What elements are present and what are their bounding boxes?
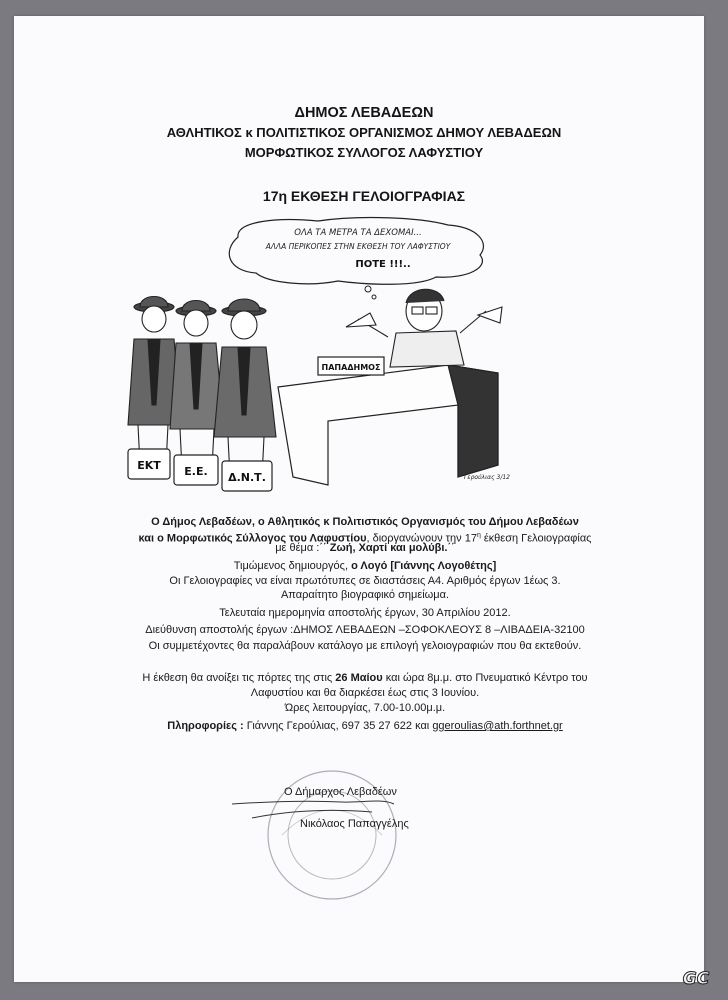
theme-line [60,542,670,555]
header-association: ΜΟΡΦΩΤΙΚΟΣ ΣΥΛΛΟΓΟΣ ΛΑΦΥΣΤΙΟΥ [244,145,484,160]
bag-label-dnt: Δ.Ν.Τ. [228,471,266,484]
gc-watermark-text: GC [682,969,710,989]
rules-line-1: Οι Γελοιογραφίες να είναι πρωτότυπες σε διαστάσεις Α4. Αριθμός έργων 1έως 3. [169,575,561,587]
speech-line-3: ΠΟΤΕ !!!.. [355,259,411,270]
honoree-line [60,560,670,573]
intro-line-2-end: έκθεση Γελοιογραφίας [480,532,592,545]
desk [278,357,498,485]
rules-line-2: Απαραίτητο βιογραφικό σημείωμα. [280,589,450,601]
intro-line-2-bold: και ο Μορφωτικός Σύλλογος του Λαφυστίου [138,532,367,545]
info-email-link[interactable]: ggeroulias@ath.forthnet.gr [432,720,563,732]
speech-line-1: ΟΛΑ ΤΑ ΜΕΤΡΑ ΤΑ ΔΕΧΟΜΑΙ... [294,228,422,238]
hours-line: Ώρες λειτουργίας, 7.00-10.00μ.μ. [284,702,446,714]
header-organization: ΑΘΛΗΤΙΚΟΣ κ ΠΟΛΙΤΙΣΤΙΚΟΣ ΟΡΓΑΝΙΣΜΟΣ ΔΗΜΟΥ ΛΕΒΑΔΕΩΝ [166,125,562,140]
mayor-name: Νικόλαος Παπαγγέλης [300,818,409,830]
catalogue-line: Οι συμμετέχοντες θα παραλάβουν κατάλογο με επιλογή γελοιογραφιών που θα εκτεθούν. [148,640,582,652]
intro-line-2-text: , διοργανώνουν την 17 [366,532,477,545]
honoree-label: Τιμώμενος δημιουργός, [233,560,352,572]
bag-label-ekt: ΕΚΤ [137,459,161,472]
info-line [60,720,670,733]
desk-nameplate: ΠΑΠΑΔΗΜΟΣ [321,363,381,372]
info-text: Γιάννης Γερούλιας, 697 35 27 622 και [243,720,433,732]
intro-line-1: Ο Δήμος Λεβαδέων, ο Αθλητικός κ Πολιτιστικός Οργανισμός του Δήμου Λεβαδέων [151,516,579,528]
opening-text-c: και ώρα 8μ.μ. στο Πνευματικό Κέντρο του [382,672,588,684]
opening-date: 26 Μαίου [335,672,383,684]
speech-line-2: ΑΛΛΑ ΠΕΡΙΚΟΠΕΣ ΣΤΗΝ ΕΚΘΕΣΗ ΤΟΥ ΛΑΦΥΣΤΙΟΥ [265,242,451,251]
theme-value: ΄΄ Ζωή, Χαρτί και μολύβι.΄΄ [319,542,455,554]
header-municipality: ΔΗΜΟΣ ΛΕΒΑΔΕΩΝ [294,105,434,121]
opening-text-a: Η έκθεση θα ανοίξει τις πόρτες της στις [142,672,336,684]
opening-line-1 [60,672,670,685]
mayor-title: Ο Δήμαρχος Λεβαδέων [284,786,397,798]
address-line: Διεύθυνση αποστολής έργων :ΔΗΜΟΣ ΛΕΒΑΔΕΩΝ –ΣΟΦΟΚΛΕΟΥΣ 8 –ΛΙΒΑΔΕΙΑ-32100 [145,624,585,636]
deadline-line: Τελευταία ημερομηνία αποστολής έργων, 30 Απριλίου 2012. [219,607,511,619]
bag-label-ee: Ε.Ε. [184,465,208,478]
honoree-name: ο Λογό [Γιάννης Λογοθέτης] [351,560,497,572]
cartoon-illustration [118,215,518,493]
info-label: Πληροφορίες : [167,720,244,732]
theme-label: με θέμα : [275,542,320,554]
artist-signature: Γερούλιας 3/12 [464,474,510,481]
gc-watermark [676,966,716,990]
intro-line-2-sup: η [476,532,481,539]
shouting-man [346,289,502,367]
exhibition-title: 17η ΕΚΘΕΣΗ ΓΕΛΟΙΟΓΡΑΦΙΑΣ [262,188,466,204]
opening-line-2: Λαφυστίου και θα διαρκέσει έως στις 3 Ιουνίου. [250,687,480,699]
